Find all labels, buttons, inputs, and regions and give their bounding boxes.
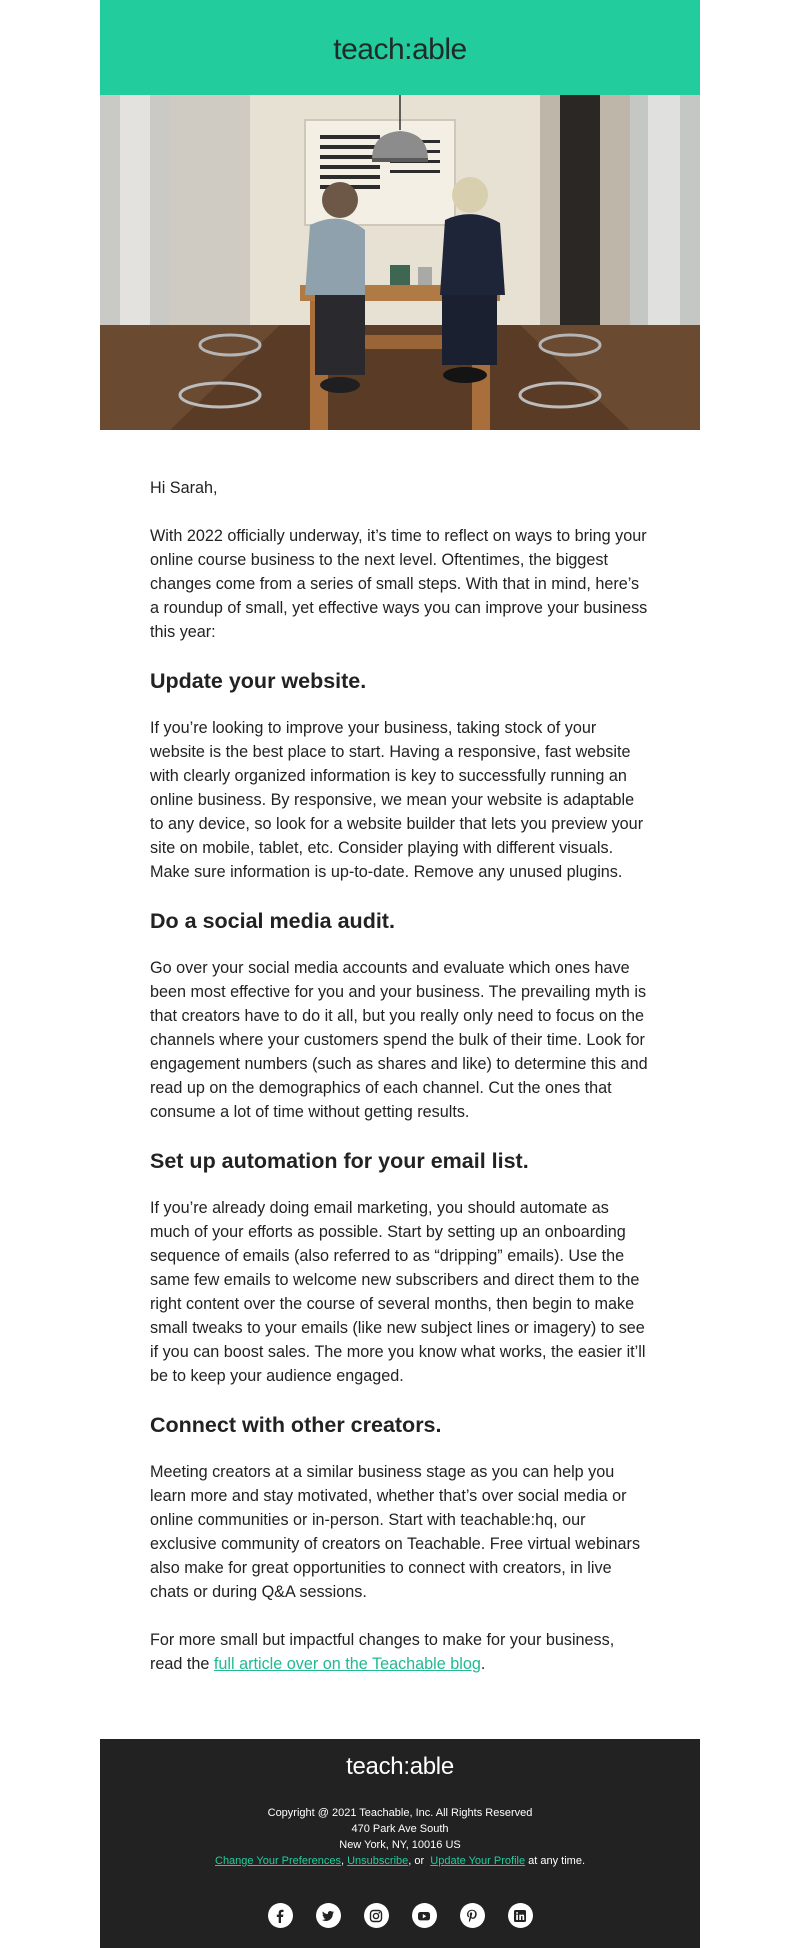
footer-separator-1: , xyxy=(340,1855,345,1867)
update-profile-link[interactable]: Update Your Profile xyxy=(430,1855,526,1867)
footer-legal xyxy=(100,1805,700,1869)
closing-paragraph xyxy=(150,1628,650,1676)
blog-article-link[interactable]: full article over on the Teachable blog xyxy=(213,1655,481,1673)
instagram-icon[interactable] xyxy=(364,1903,389,1928)
footer-suffix: at any time. xyxy=(528,1855,585,1867)
email-footer xyxy=(100,1739,700,1948)
address-line-2: New York, NY, 10016 US xyxy=(339,1839,461,1851)
greeting: Hi Sarah, xyxy=(150,479,218,497)
pinterest-icon[interactable] xyxy=(460,1903,485,1928)
copyright-text: Copyright @ 2021 Teachable, Inc. All Rights Reserved xyxy=(267,1807,533,1819)
address-line-1: 470 Park Ave South xyxy=(351,1823,449,1835)
change-preferences-link[interactable]: Change Your Preferences xyxy=(215,1855,341,1867)
teachable-logo[interactable]: teach:able xyxy=(333,33,467,66)
email-body xyxy=(150,476,650,1700)
facebook-icon[interactable] xyxy=(268,1903,293,1928)
twitter-icon[interactable] xyxy=(316,1903,341,1928)
hero-image xyxy=(100,95,700,430)
youtube-icon[interactable] xyxy=(412,1903,437,1928)
closing-period: . xyxy=(480,1655,486,1673)
section-body-website: If you’re looking to improve your business, taking stock of your website is the best place to start. Having a responsive, fast website with clearly organized information is key to successfully running an online business. By responsive, we mean your website is adaptable to any device, so look for a website builder that lets you preview your site on mobile, tablet, etc. Consider playing with different visuals. Make sure information is up-to-date. Remove any unused plugins. xyxy=(150,719,644,881)
intro-paragraph: With 2022 officially underway, it’s time to reflect on ways to bring your online course business to the next level. Oftentimes, the biggest changes come from a series of small steps. With that in mind, here’s a roundup of small, yet effective ways you can improve your business this year: xyxy=(150,527,648,641)
unsubscribe-link[interactable]: Unsubscribe xyxy=(347,1855,409,1867)
footer-separator-2: , or xyxy=(408,1855,425,1867)
footer-teachable-logo[interactable]: teach:able xyxy=(346,1753,454,1780)
footer-links xyxy=(100,1853,700,1869)
section-heading-website: Update your website. xyxy=(150,669,367,693)
section-body-automation: If you’re already doing email marketing, you should automate as much of your efforts as possible. Start by setting up an onboarding sequence of emails (also referred to as “dripping” emails). Use the same few emails to welcome new subscribers and direct them to the right content over the course of several months, then begin to make small tweaks to your emails (like new subject lines or imagery) to see if you can boost sales. The more you know what works, the easier it’ll be to keep your audience engaged. xyxy=(150,1199,646,1385)
hero-photo-icon xyxy=(100,95,700,430)
section-body-social-audit: Go over your social media accounts and evaluate which ones have been most effective for you and your business. The prevailing myth is that creators have to do it all, but you really only need to focus on the channels where your customers spend the bulk of their time. Look for engagement numbers (such as shares and like) to determine this and read up on the demographics of each channel. Cut the ones that consume a lot of time without getting results. xyxy=(150,959,648,1121)
section-heading-connect: Connect with other creators. xyxy=(150,1413,442,1437)
email-container xyxy=(100,0,700,1948)
closing-text: For more small but impactful changes to make for your business, read the xyxy=(150,1631,615,1673)
social-links xyxy=(100,1903,700,1928)
linkedin-icon[interactable] xyxy=(508,1903,533,1928)
email-header xyxy=(100,0,700,95)
section-body-connect: Meeting creators at a similar business stage as you can help you learn more and stay motivated, whether that’s over social media or online communities or in-person. Start with teachable:hq, our exclusive community of creators on Teachable. Free virtual webinars also make for great opportunities to connect with creators, in live chats or during Q&A sessions. xyxy=(150,1463,641,1601)
section-heading-social-audit: Do a social media audit. xyxy=(150,909,395,933)
section-heading-automation: Set up automation for your email list. xyxy=(150,1149,529,1173)
